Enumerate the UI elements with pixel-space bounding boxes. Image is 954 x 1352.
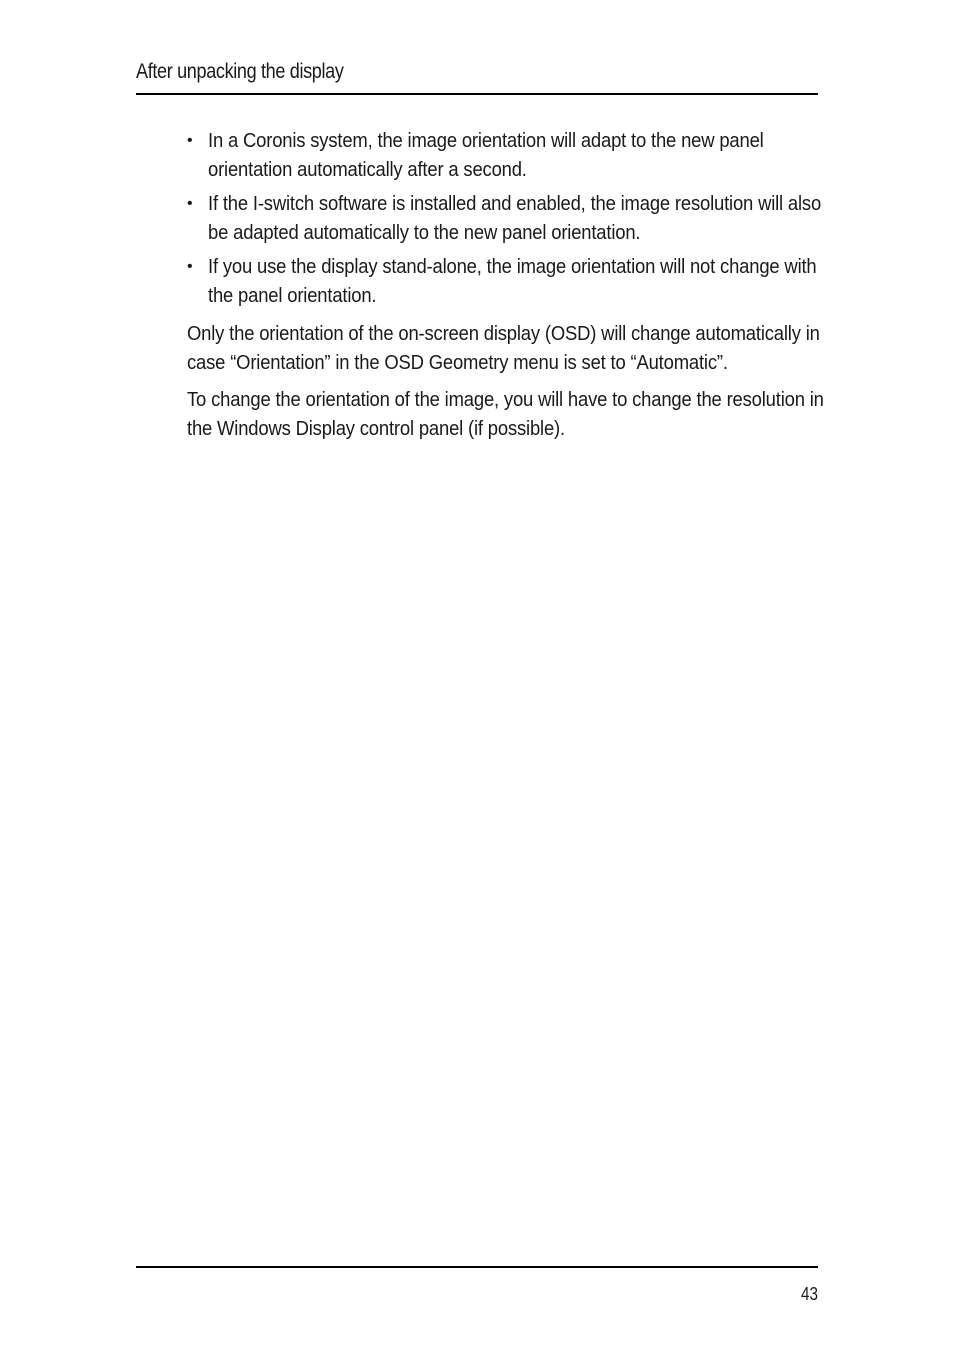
paragraph-text: Only the orientation of the on-screen display (OSD) will change automatically in case “Orientation” in the OSD Geometry menu is set to “Automatic”. — [187, 322, 820, 374]
bullet-text: If you use the display stand-alone, the image orientation will not change with the panel orientation. — [208, 255, 817, 307]
paragraph-osd — [187, 320, 827, 377]
bullet-item — [187, 253, 827, 310]
bullet-item — [187, 190, 827, 247]
header-rule — [136, 93, 818, 95]
footer-rule — [136, 1266, 818, 1268]
bullet-text: If the I-switch software is installed and enabled, the image resolution will also be adapted automatically to the new panel orientation. — [208, 192, 822, 244]
paragraph-resolution — [187, 386, 827, 443]
bullet-icon: • — [187, 132, 193, 149]
page-number: 43 — [800, 1284, 818, 1304]
paragraph-text: To change the orientation of the image, you will have to change the resolution in the Windows Display control panel (if possible). — [187, 388, 824, 440]
bullet-list — [187, 127, 827, 310]
running-header: After unpacking the display — [136, 60, 344, 83]
page-content — [187, 127, 827, 443]
bullet-text: In a Coronis system, the image orientation will adapt to the new panel orientation automatically after a second. — [208, 129, 764, 181]
bullet-icon: • — [187, 195, 193, 212]
bullet-item — [187, 127, 827, 184]
bullet-icon: • — [187, 258, 193, 275]
